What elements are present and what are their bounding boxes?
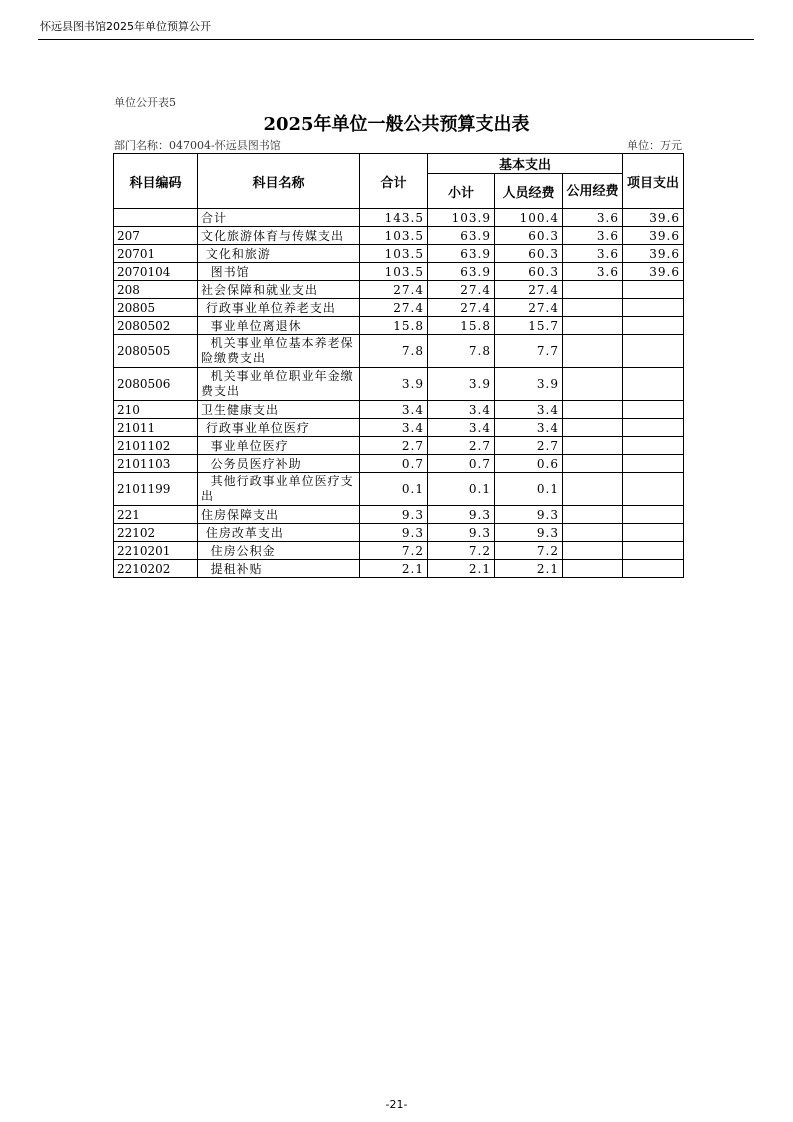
cell-project: [623, 560, 684, 578]
cell-personnel: 60.3: [495, 245, 563, 263]
cell-subtotal: 27.4: [428, 281, 495, 299]
cell-personnel: 0.1: [495, 473, 563, 506]
cell-personnel: 3.4: [495, 419, 563, 437]
header-total: 合计: [360, 154, 428, 209]
cell-subtotal: 103.9: [428, 209, 495, 227]
cell-total: 3.4: [360, 401, 428, 419]
cell-subtotal: 2.7: [428, 437, 495, 455]
table-row: [114, 542, 684, 560]
cell-subtotal: 63.9: [428, 227, 495, 245]
cell-public: 3.6: [563, 209, 623, 227]
cell-name: 住房公积金: [198, 542, 360, 560]
table-row: [114, 299, 684, 317]
cell-subtotal: 9.3: [428, 506, 495, 524]
cell-code: 2101199: [114, 473, 198, 506]
cell-name: 文化和旅游: [198, 245, 360, 263]
cell-code: 2210202: [114, 560, 198, 578]
cell-personnel: 7.7: [495, 335, 563, 368]
cell-project: 39.6: [623, 263, 684, 281]
cell-total: 103.5: [360, 245, 428, 263]
cell-code: 22102: [114, 524, 198, 542]
table-row: [114, 209, 684, 227]
cell-public: [563, 437, 623, 455]
table-body: [114, 209, 684, 578]
cell-name: 机关事业单位职业年金缴费支出: [198, 368, 360, 401]
cell-public: [563, 542, 623, 560]
cell-project: [623, 419, 684, 437]
cell-total: 2.7: [360, 437, 428, 455]
cell-code: [114, 209, 198, 227]
cell-code: 2080502: [114, 317, 198, 335]
cell-public: 3.6: [563, 227, 623, 245]
cell-total: 0.1: [360, 473, 428, 506]
cell-public: [563, 506, 623, 524]
cell-name: 公务员医疗补助: [198, 455, 360, 473]
cell-name: 行政事业单位医疗: [198, 419, 360, 437]
cell-project: [623, 455, 684, 473]
table-row: [114, 368, 684, 401]
table-row: [114, 335, 684, 368]
table-row: [114, 437, 684, 455]
unit-label: 单位：万元: [627, 139, 682, 152]
cell-personnel: 100.4: [495, 209, 563, 227]
cell-public: [563, 524, 623, 542]
cell-name: 住房改革支出: [198, 524, 360, 542]
cell-subtotal: 63.9: [428, 263, 495, 281]
cell-name: 行政事业单位养老支出: [198, 299, 360, 317]
cell-subtotal: 7.2: [428, 542, 495, 560]
cell-personnel: 7.2: [495, 542, 563, 560]
cell-project: [623, 368, 684, 401]
cell-name: 其他行政事业单位医疗支出: [198, 473, 360, 506]
cell-project: [623, 506, 684, 524]
header-public: 公用经费: [563, 174, 623, 209]
cell-project: [623, 524, 684, 542]
table-row: [114, 419, 684, 437]
table-row: [114, 560, 684, 578]
cell-public: 3.6: [563, 263, 623, 281]
cell-public: [563, 299, 623, 317]
cell-personnel: 2.7: [495, 437, 563, 455]
cell-public: [563, 335, 623, 368]
cell-public: [563, 473, 623, 506]
cell-personnel: 60.3: [495, 227, 563, 245]
cell-personnel: 9.3: [495, 524, 563, 542]
cell-total: 2.1: [360, 560, 428, 578]
table-row: [114, 401, 684, 419]
cell-public: [563, 317, 623, 335]
cell-public: [563, 419, 623, 437]
budget-table: [113, 153, 684, 578]
cell-project: [623, 281, 684, 299]
cell-code: 2080505: [114, 335, 198, 368]
cell-name: 文化旅游体育与传媒支出: [198, 227, 360, 245]
cell-project: 39.6: [623, 245, 684, 263]
cell-total: 7.2: [360, 542, 428, 560]
cell-total: 0.7: [360, 455, 428, 473]
cell-project: [623, 299, 684, 317]
table-row: [114, 227, 684, 245]
cell-public: [563, 455, 623, 473]
cell-total: 3.4: [360, 419, 428, 437]
cell-code: 2101103: [114, 455, 198, 473]
cell-code: 2210201: [114, 542, 198, 560]
cell-name: 事业单位离退休: [198, 317, 360, 335]
table-row: [114, 524, 684, 542]
cell-name: 机关事业单位基本养老保险缴费支出: [198, 335, 360, 368]
cell-total: 3.9: [360, 368, 428, 401]
cell-total: 143.5: [360, 209, 428, 227]
cell-total: 27.4: [360, 281, 428, 299]
cell-public: [563, 560, 623, 578]
header-divider: [38, 39, 754, 40]
cell-project: [623, 437, 684, 455]
cell-project: 39.6: [623, 209, 684, 227]
cell-subtotal: 27.4: [428, 299, 495, 317]
table-row: [114, 455, 684, 473]
department-label: 部门名称：047004-怀远县图书馆: [114, 139, 281, 152]
cell-code: 20805: [114, 299, 198, 317]
cell-total: 9.3: [360, 524, 428, 542]
cell-code: 2101102: [114, 437, 198, 455]
cell-code: 20701: [114, 245, 198, 263]
cell-code: 208: [114, 281, 198, 299]
cell-code: 2080506: [114, 368, 198, 401]
table-row: [114, 263, 684, 281]
cell-public: 3.6: [563, 245, 623, 263]
cell-project: [623, 473, 684, 506]
cell-total: 15.8: [360, 317, 428, 335]
cell-personnel: 60.3: [495, 263, 563, 281]
cell-code: 221: [114, 506, 198, 524]
cell-personnel: 9.3: [495, 506, 563, 524]
cell-public: [563, 368, 623, 401]
cell-public: [563, 401, 623, 419]
header-name: 科目名称: [198, 154, 360, 209]
cell-personnel: 27.4: [495, 281, 563, 299]
header-subtotal: 小计: [428, 174, 495, 209]
cell-personnel: 27.4: [495, 299, 563, 317]
header-personnel: 人员经费: [495, 174, 563, 209]
cell-subtotal: 0.1: [428, 473, 495, 506]
cell-project: 39.6: [623, 227, 684, 245]
cell-total: 9.3: [360, 506, 428, 524]
cell-project: [623, 401, 684, 419]
table-row: [114, 317, 684, 335]
cell-subtotal: 0.7: [428, 455, 495, 473]
cell-name: 事业单位医疗: [198, 437, 360, 455]
cell-project: [623, 335, 684, 368]
cell-total: 103.5: [360, 227, 428, 245]
cell-public: [563, 281, 623, 299]
cell-personnel: 0.6: [495, 455, 563, 473]
table-row: [114, 281, 684, 299]
cell-personnel: 3.9: [495, 368, 563, 401]
cell-personnel: 2.1: [495, 560, 563, 578]
cell-code: 21011: [114, 419, 198, 437]
cell-subtotal: 3.4: [428, 419, 495, 437]
cell-name: 社会保障和就业支出: [198, 281, 360, 299]
form-code-label: 单位公开表5: [114, 96, 176, 109]
cell-name: 住房保障支出: [198, 506, 360, 524]
cell-personnel: 3.4: [495, 401, 563, 419]
cell-subtotal: 2.1: [428, 560, 495, 578]
cell-total: 27.4: [360, 299, 428, 317]
cell-subtotal: 3.4: [428, 401, 495, 419]
cell-subtotal: 63.9: [428, 245, 495, 263]
page-title: 2025年单位一般公共预算支出表: [263, 114, 530, 135]
cell-total: 103.5: [360, 263, 428, 281]
cell-name: 提租补贴: [198, 560, 360, 578]
cell-code: 207: [114, 227, 198, 245]
header-code: 科目编码: [114, 154, 198, 209]
table-row: [114, 473, 684, 506]
cell-project: [623, 542, 684, 560]
cell-code: 2070104: [114, 263, 198, 281]
cell-project: [623, 317, 684, 335]
header-basic: 基本支出: [428, 154, 623, 174]
cell-personnel: 15.7: [495, 317, 563, 335]
cell-name: 合计: [198, 209, 360, 227]
cell-subtotal: 9.3: [428, 524, 495, 542]
page-number: -21-: [385, 1098, 408, 1111]
cell-name: 图书馆: [198, 263, 360, 281]
header-project: 项目支出: [623, 154, 684, 209]
document-header-title: 怀远县图书馆2025年单位预算公开: [40, 20, 211, 33]
cell-subtotal: 3.9: [428, 368, 495, 401]
cell-subtotal: 15.8: [428, 317, 495, 335]
cell-code: 210: [114, 401, 198, 419]
cell-name: 卫生健康支出: [198, 401, 360, 419]
table-row: [114, 506, 684, 524]
cell-total: 7.8: [360, 335, 428, 368]
cell-subtotal: 7.8: [428, 335, 495, 368]
table-row: [114, 245, 684, 263]
